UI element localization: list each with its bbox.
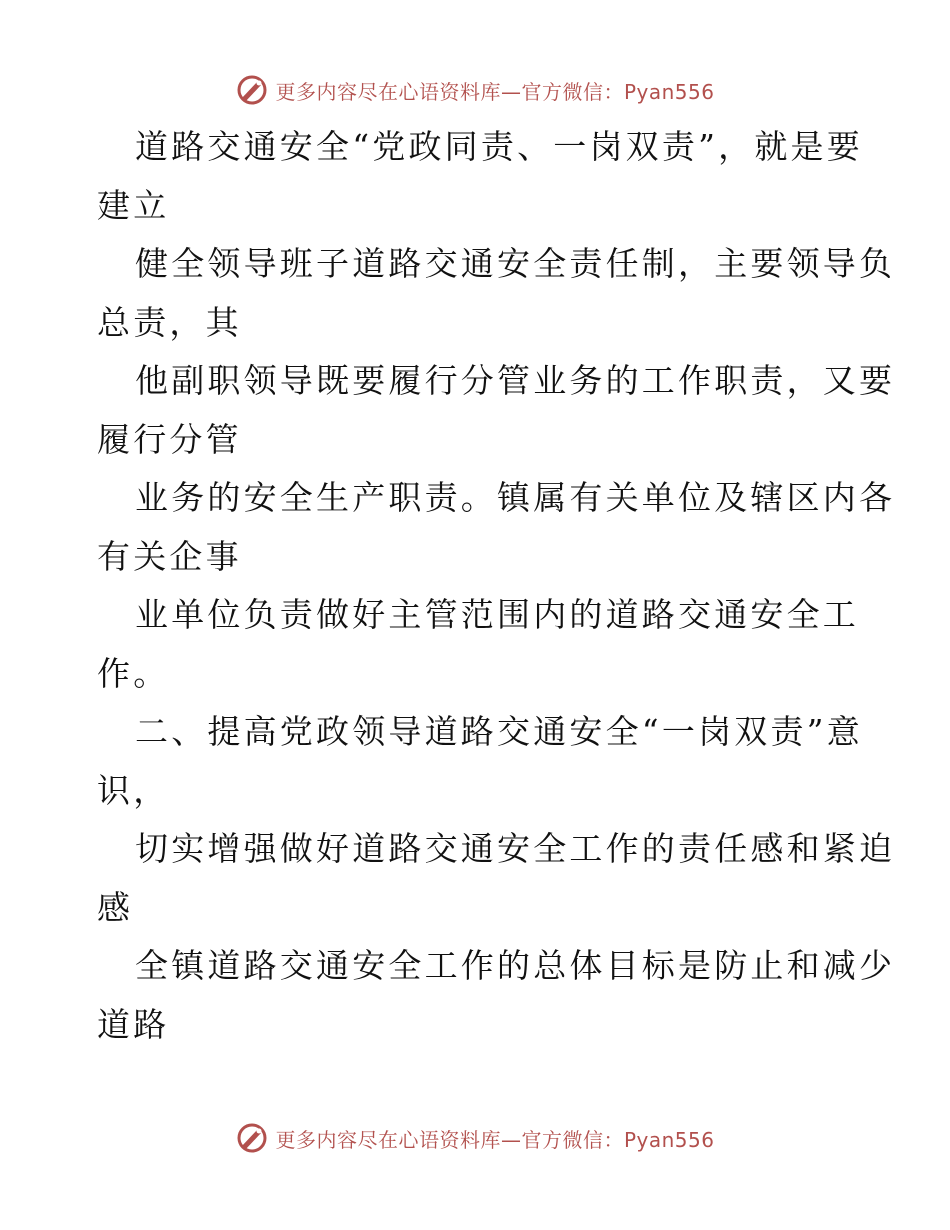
header-banner-text: 更多内容尽在心语资料库—官方微信：Pyan556	[275, 79, 715, 104]
paragraph-line: 总责，其	[97, 302, 242, 342]
paragraph-line: 感	[97, 887, 134, 927]
paragraph-3	[97, 352, 896, 469]
paragraph-line: 他副职领导既要履行分管业务的工作职责，又要	[135, 361, 896, 400]
paragraph-7	[97, 820, 896, 937]
paragraph-line: 有关企事	[97, 536, 242, 576]
paragraph-line: 业务的安全生产职责。镇属有关单位及辖区内各	[135, 478, 896, 517]
paragraph-6	[97, 703, 863, 820]
footer-banner	[0, 1118, 950, 1158]
document-body	[97, 118, 896, 1054]
paragraph-line: 二、提高党政领导道路交通安全“一岗双责”意	[135, 712, 863, 751]
paragraph-line: 业单位负责做好主管范围内的道路交通安全工	[135, 595, 859, 634]
paragraph-line: 道路交通安全“党政同责、一岗双责”，就是要	[135, 127, 863, 166]
paragraph-line: 健全领导班子道路交通安全责任制，主要领导负	[135, 244, 896, 283]
paragraph-line: 识，	[97, 770, 170, 810]
paragraph-line: 全镇道路交通安全工作的总体目标是防止和减少	[135, 946, 896, 985]
paragraph-line: 道路	[97, 1004, 170, 1044]
paragraph-2	[97, 235, 896, 352]
paragraph-line: 履行分管	[97, 419, 242, 459]
paragraph-line: 切实增强做好道路交通安全工作的责任感和紧迫	[135, 829, 896, 868]
paragraph-4	[97, 469, 896, 586]
paragraph-line: 建立	[97, 185, 170, 225]
pen-circle-logo-icon	[235, 73, 269, 107]
pen-circle-logo-icon	[235, 1121, 269, 1155]
footer-banner-text: 更多内容尽在心语资料库—官方微信：Pyan556	[275, 1127, 715, 1152]
paragraph-5	[97, 586, 857, 703]
paragraph-8	[97, 937, 896, 1054]
paragraph-1	[97, 118, 863, 235]
header-banner	[0, 70, 950, 110]
paragraph-line: 作。	[97, 653, 170, 693]
